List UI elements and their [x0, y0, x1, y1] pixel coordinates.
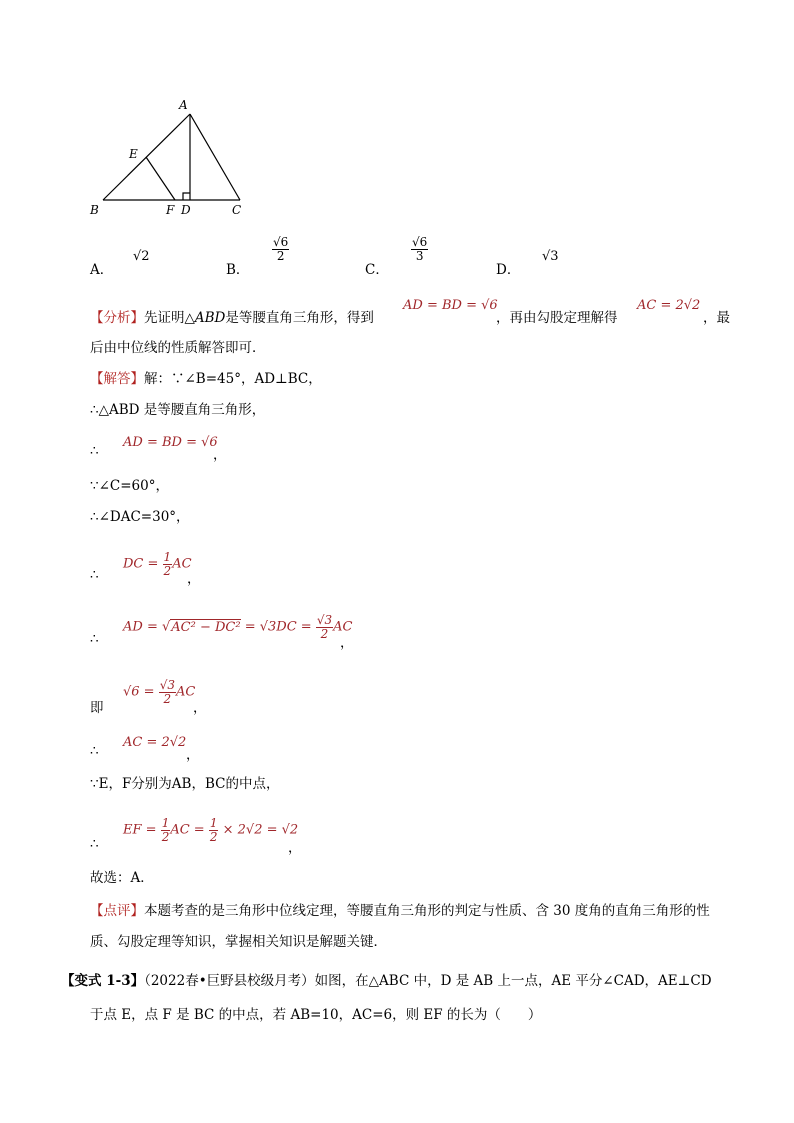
comma-1: ，	[213, 447, 227, 463]
right-angle-mark	[183, 193, 190, 200]
eq-ef: EF = $\frac{1}{2}$ AC = $\frac{1}{2}$ × 2√2 = √2	[123, 816, 299, 844]
triangle-figure	[85, 95, 255, 225]
therefore-4: ∴	[90, 743, 99, 759]
segment-ac	[190, 114, 240, 200]
therefore-2: ∴	[90, 567, 99, 583]
choice-a-value: √2	[133, 249, 150, 264]
segment-ef	[146, 157, 175, 200]
analysis-text3: ，再由勾股定理解得	[496, 310, 618, 326]
label-a: A	[179, 98, 188, 112]
therefore-5: ∴	[90, 836, 99, 852]
therefore-3: ∴	[90, 631, 99, 647]
comma-6: ，	[288, 840, 302, 856]
solution-line-c60: ∵∠C=60°，	[90, 478, 169, 494]
analysis-text4: ，最	[703, 310, 730, 326]
solution-answer: 故选：A．	[90, 870, 154, 886]
ji-prefix: 即	[90, 700, 104, 716]
eq-ad-bd: AD = BD = √6	[123, 435, 218, 450]
label-f: F	[166, 203, 175, 217]
label-d: D	[181, 203, 191, 217]
choice-a[interactable]: A．	[90, 262, 114, 278]
choice-d-value: √3	[542, 249, 559, 264]
analysis-eq2: AC = 2√2	[637, 298, 701, 313]
variant-tag: 【变式 1-3】	[61, 973, 145, 989]
comma-4: ，	[193, 700, 207, 716]
choice-d[interactable]: D．	[496, 262, 521, 278]
label-b: B	[90, 203, 99, 217]
therefore-1: ∴	[90, 443, 99, 459]
eq-dc: DC = $\frac{1}{2}$ AC	[123, 550, 192, 578]
solution-tag: 【解答】	[90, 371, 144, 387]
choice-c[interactable]: C．	[365, 262, 389, 278]
label-e: E	[129, 147, 138, 161]
analysis-line-2: 后由中位线的性质解答即可．	[90, 340, 266, 356]
comma-3: ，	[340, 635, 354, 651]
choice-b[interactable]: B．	[226, 262, 250, 278]
choice-c-value: $\frac{√6}{3}$	[412, 235, 428, 263]
comment-tag: 【点评】	[90, 903, 144, 919]
analysis-line-1: 【分析】先证明△ABD是等腰直角三角形，得到	[90, 310, 374, 326]
label-c: C	[232, 203, 242, 217]
comma-2: ，	[187, 571, 201, 587]
solution-line-dac30: ∴∠DAC=30°，	[90, 509, 190, 525]
variant-line-2: 于点 E，点 F 是 BC 的中点，若 AB=10，AC=6，则 EF 的长为（ ）	[90, 1007, 542, 1023]
comma-5: ，	[186, 747, 200, 763]
solution-line-midpoints: ∵E，F分别为AB，BC的中点，	[90, 776, 280, 792]
comment-line-2: 质、勾股定理等知识，掌握相关知识是解题关键．	[90, 934, 387, 950]
solution-line-2: ∴△ABD 是等腰直角三角形，	[90, 402, 266, 418]
variant-line-1: 【变式 1-3】（2022春•巨野县校级月考）如图，在△ABC 中，D 是 AB 上一点，AE 平分∠CAD，AE⊥CD	[61, 973, 712, 989]
eq-ac: AC = 2√2	[123, 735, 187, 750]
eq-ad-sqrt: AD = √AC² − DC² = √3DC = $\frac{√3}{2}$ AC	[123, 613, 353, 641]
analysis-tag: 【分析】	[90, 310, 144, 326]
solution-line-1: 【解答】解：∵∠B=45°，AD⊥BC，	[90, 371, 322, 387]
choice-b-value: $\frac{√6}{2}$	[273, 235, 289, 263]
comment-line-1: 【点评】本题考查的是三角形中位线定理，等腰直角三角形的判定与性质、含 30 度角的直角三角形的性	[90, 903, 710, 919]
eq-sqrt6: √6 = $\frac{√3}{2}$ AC	[123, 678, 196, 706]
analysis-eq1: AD = BD = √6	[403, 298, 498, 313]
